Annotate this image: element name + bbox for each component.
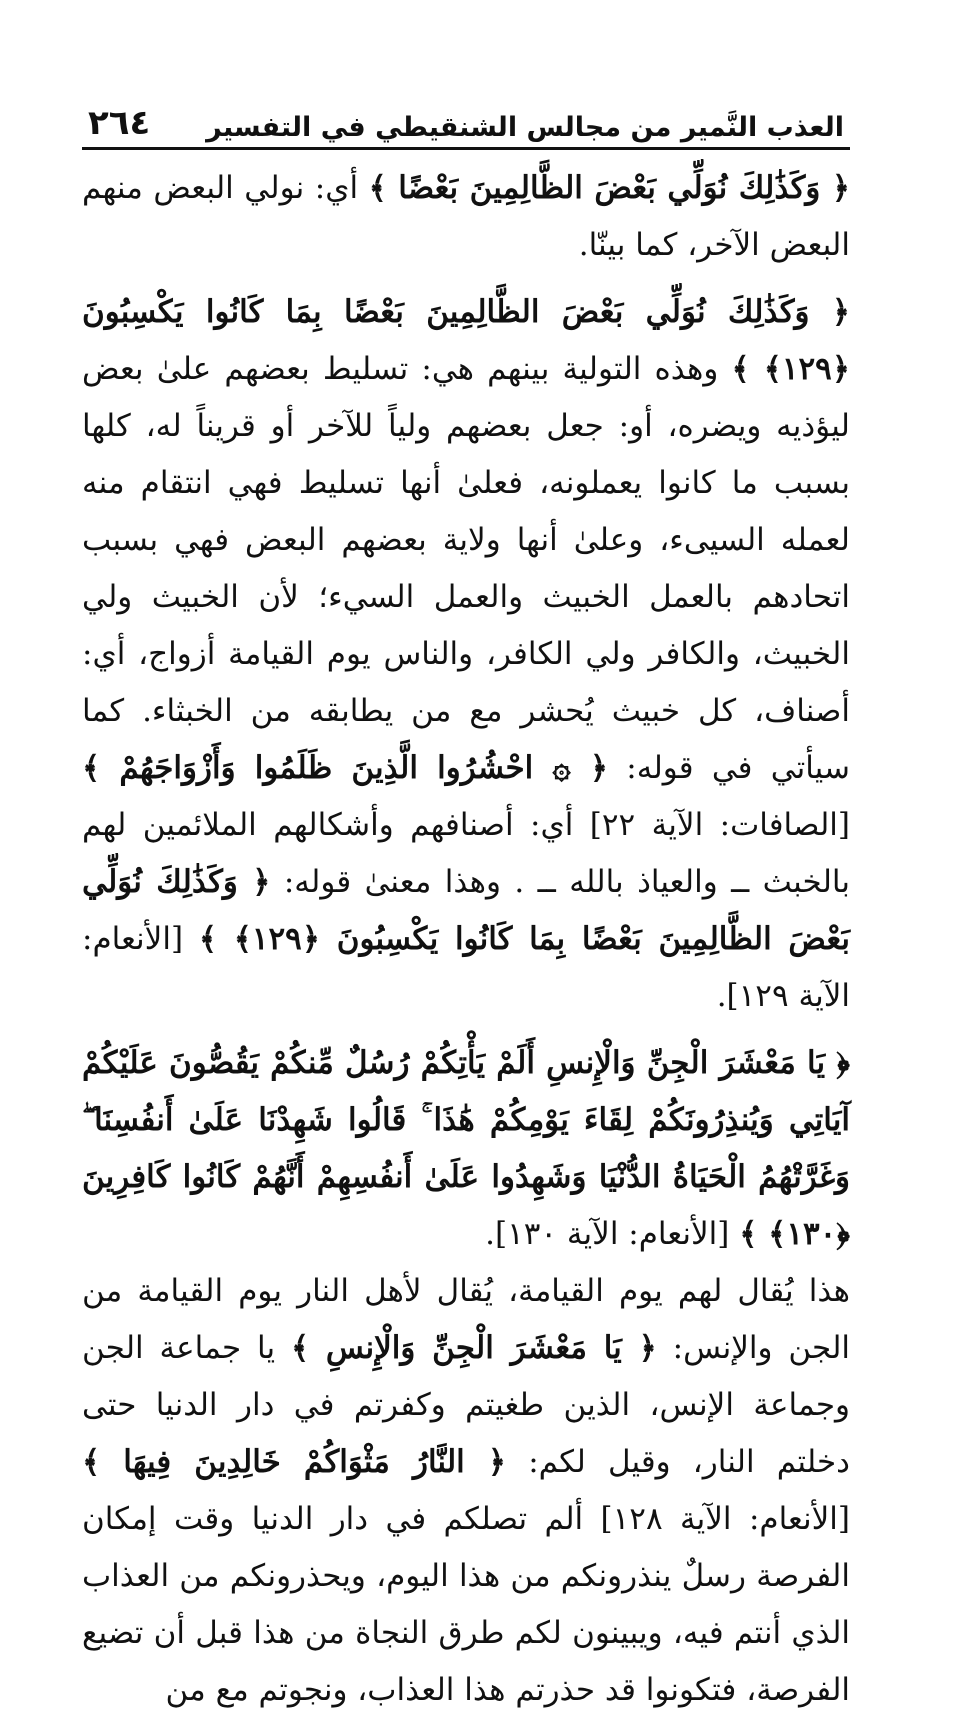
quran-block [82,1035,850,1263]
citation: [الأنعام: الآية ١٣٠]. [485,1216,740,1252]
running-title: العذب النَّمير من مجالس الشنقيطي في التفسير [206,112,844,143]
citation: [الأنعام: الآية ١٢٩]. [82,921,850,1014]
quran-quote: ﴿ ۞ احْشُرُوا الَّذِينَ ظَلَمُوا وَأَزْوَاجَهُمْ ﴾ [82,750,608,786]
quran-quote: ﴿ النَّارُ مَثْوَاكُمْ خَالِدِينَ فِيهَا ﴾ [82,1444,507,1480]
paragraph-text: [الأنعام: الآية ١٢٨] ألم تصلكم في دار الدنيا وقت إمكان الفرصة رسلٌ ينذرونكم من هذا اليوم، ويحذرونكم من العذاب الذي أنتم فيه، ويبينون لكم طرق النجاة من هذا قبل أن تضيع الفرصة، فتكونوا قد حذرتم هذا العذاب، ونجوتم مع من [82,1501,850,1708]
page-header [82,92,850,150]
paragraph-1 [82,160,850,274]
paragraph-text: يا جماعة الجن وجماعة الإنس، الذين طغيتم وكفرتم في دار الدنيا حتى دخلتم النار، وقيل لكم: [82,1330,850,1480]
paragraph-4 [82,1263,850,1719]
paragraph-text: أي: نولي البعض منهم البعض الآخر، كما بينّا. [82,170,850,263]
quran-verse: ﴿ يَا مَعْشَرَ الْجِنِّ وَالْإِنسِ أَلَمْ يَأْتِكُمْ رُسُلٌ مِّنكُمْ يَقُصُّونَ عَلَيْكُمْ آيَاتِي وَيُنذِرُونَكُمْ لِقَاءَ يَوْمِكُمْ هَٰذَا ۚ قَالُوا شَهِدْنَا عَلَىٰ أَنفُسِنَا ۖ وَغَرَّتْهُمُ الْحَيَاةُ الدُّنْيَا وَشَهِدُوا عَلَىٰ أَنفُسِهِمْ أَنَّهُمْ كَانُوا كَافِرِينَ ﴿١٣٠﴾ ﴾ [82,1045,850,1252]
quran-quote: ﴿ وَكَذَٰلِكَ نُوَلِّي بَعْضَ الظَّالِمِينَ بَعْضًا بِمَا كَانُوا يَكْسِبُونَ ﴿١٢٩﴾ ﴾ [82,864,850,957]
paragraph-text: [الصافات: الآية ٢٢] أي: أصنافهم وأشكالهم الملائمين لهم بالخبث ــ والعياذ بالله ــ . وهذا معنىٰ قوله: [82,807,851,900]
quran-quote: ﴿ يَا مَعْشَرَ الْجِنِّ وَالْإِنسِ ﴾ [290,1330,657,1366]
page-number: ٢٦٤ [88,103,151,143]
paragraph-text: وهذه التولية بينهم هي: تسليط بعضهم علىٰ بعض ليؤذيه ويضره، أو: جعل بعضهم ولياً للآخر أو قريناً له، كلها بسبب ما كانوا يعملونه، فعلىٰ أنها تسليط فهي انتقام منه لعمله السيىء، وعلىٰ أنها ولاية بعضهم البعض فهي بسبب اتحادهم بالعمل الخبيث والعمل السيء؛ لأن الخبيث ولي الخبيث، والكافر ولي الكافر، والناس يوم القيامة أزواج، أي: أصناف، كل خبيث يُحشر مع من يطابقه من الخبثاء. كما سيأتي في قوله: [82,351,850,786]
quran-quote: ﴿ وَكَذَٰلِكَ نُوَلِّي بَعْضَ الظَّالِمِينَ بَعْضًا ﴾ [368,170,850,206]
paragraph-text: هذا يُقال لهم يوم القيامة، يُقال لأهل النار يوم القيامة من الجن والإنس: [82,1273,851,1366]
paragraph-2 [82,284,850,1025]
quran-quote: ﴿ وَكَذَٰلِكَ نُوَلِّي بَعْضَ الظَّالِمِينَ بَعْضًا بِمَا كَانُوا يَكْسِبُونَ ﴿١٢٩﴾ ﴾ [82,294,850,387]
body-text [82,160,850,1719]
